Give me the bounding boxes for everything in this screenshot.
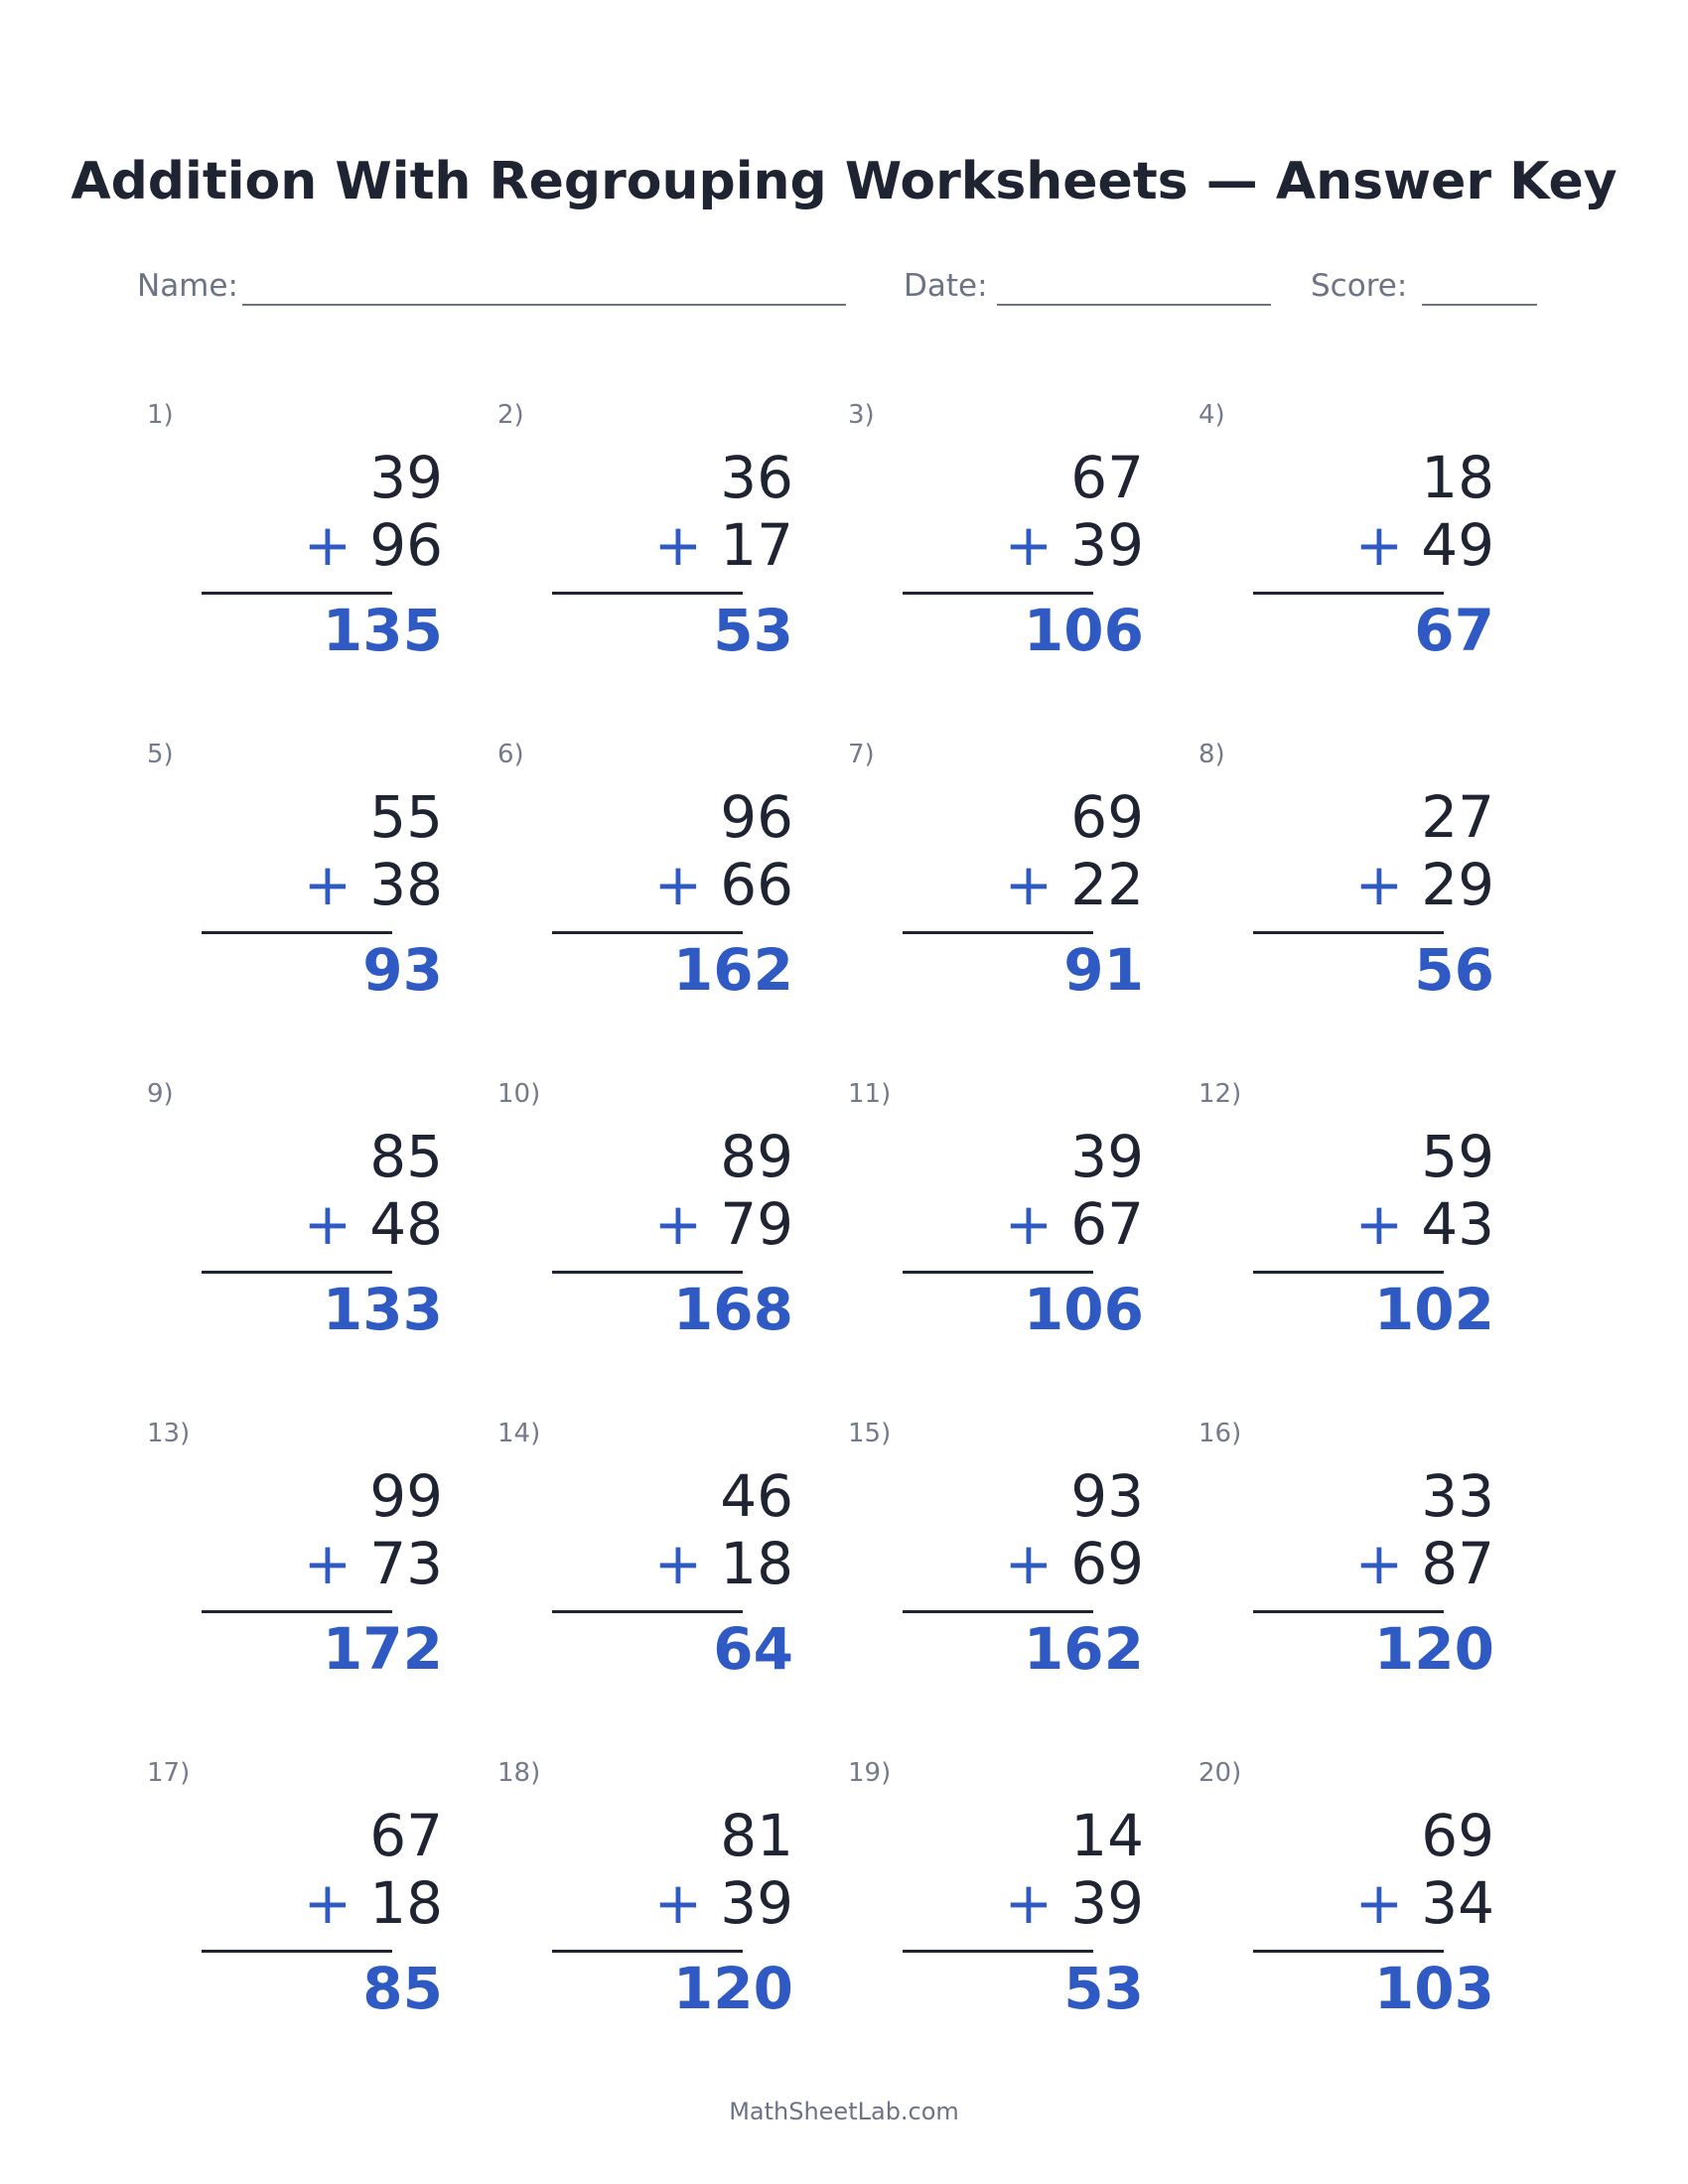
plus-sign: + (1354, 1869, 1404, 1937)
date-line (997, 304, 1271, 306)
bottom-row (654, 850, 793, 919)
bottom-addend: 96 (369, 511, 443, 579)
plus-sign: + (1004, 511, 1054, 579)
problem-4 (1191, 399, 1538, 697)
problem-3 (840, 399, 1188, 697)
top-addend: 67 (369, 1802, 443, 1869)
bottom-addend: 48 (369, 1190, 443, 1258)
answer: 120 (1373, 1615, 1494, 1683)
problem-number: 19) (848, 1758, 892, 1788)
bottom-addend: 39 (1070, 511, 1144, 579)
problem-16 (1191, 1418, 1538, 1715)
top-addend: 27 (1421, 783, 1494, 851)
bottom-row (304, 1529, 443, 1598)
bottom-addend: 39 (1070, 1869, 1144, 1937)
bottom-addend: 18 (720, 1530, 793, 1597)
problem-2 (490, 399, 837, 697)
problem-1 (139, 399, 487, 697)
problem-number: 12) (1198, 1079, 1242, 1109)
plus-sign: + (303, 851, 352, 918)
top-addend: 69 (1421, 1802, 1494, 1869)
top-addend: 18 (1421, 444, 1494, 511)
problem-7 (840, 739, 1188, 1036)
bottom-row (1355, 510, 1494, 580)
top-addend: 33 (1421, 1462, 1494, 1530)
bottom-row (654, 1529, 793, 1598)
problem-10 (490, 1078, 837, 1376)
bottom-row (1005, 850, 1144, 919)
page-title: Addition With Regrouping Worksheets — Answer Key (70, 152, 1618, 211)
problem-number: 5) (147, 740, 174, 769)
bottom-addend: 38 (369, 851, 443, 918)
problem-number: 1) (147, 400, 174, 430)
top-addend: 93 (1070, 1462, 1144, 1530)
problem-6 (490, 739, 837, 1036)
problem-number: 18) (497, 1758, 541, 1788)
bottom-addend: 29 (1421, 851, 1494, 918)
plus-sign: + (1004, 1530, 1054, 1597)
answer: 64 (713, 1615, 793, 1683)
bottom-row (304, 1868, 443, 1938)
plus-sign: + (303, 511, 352, 579)
problem-number: 9) (147, 1079, 174, 1109)
plus-sign: + (1354, 1190, 1404, 1258)
problem-number: 13) (147, 1419, 191, 1448)
problem-18 (490, 1757, 837, 2055)
score-label: Score: (1311, 268, 1408, 304)
answer: 103 (1373, 1955, 1494, 2022)
bottom-addend: 17 (720, 511, 793, 579)
bottom-row (304, 850, 443, 919)
problem-8 (1191, 739, 1538, 1036)
problem-5 (139, 739, 487, 1036)
top-addend: 46 (720, 1462, 793, 1530)
plus-sign: + (1004, 851, 1054, 918)
bottom-addend: 34 (1421, 1869, 1494, 1937)
plus-sign: + (653, 1869, 703, 1937)
problem-number: 10) (497, 1079, 541, 1109)
top-addend: 69 (1070, 783, 1144, 851)
bottom-addend: 69 (1070, 1530, 1144, 1597)
bottom-row (1355, 1189, 1494, 1259)
bottom-row (1355, 850, 1494, 919)
answer: 162 (1023, 1615, 1144, 1683)
plus-sign: + (303, 1190, 352, 1258)
problem-11 (840, 1078, 1188, 1376)
answer: 67 (1414, 597, 1494, 664)
answer: 53 (713, 597, 793, 664)
bottom-addend: 22 (1070, 851, 1144, 918)
problem-17 (139, 1757, 487, 2055)
answer: 91 (1063, 936, 1144, 1004)
answer: 85 (362, 1955, 443, 2022)
problem-14 (490, 1418, 837, 1715)
bottom-addend: 87 (1421, 1530, 1494, 1597)
problem-9 (139, 1078, 487, 1376)
answer: 172 (322, 1615, 443, 1683)
plus-sign: + (653, 511, 703, 579)
bottom-row (654, 1189, 793, 1259)
answer: 120 (672, 1955, 793, 2022)
footer-site: MathSheetLab.com (729, 2098, 959, 2125)
bottom-row (1355, 1529, 1494, 1598)
answer: 56 (1414, 936, 1494, 1004)
bottom-row (1005, 1189, 1144, 1259)
bottom-addend: 67 (1070, 1190, 1144, 1258)
answer: 135 (322, 597, 443, 664)
top-addend: 85 (369, 1123, 443, 1190)
bottom-row (1005, 1868, 1144, 1938)
answer: 53 (1063, 1955, 1144, 2022)
top-addend: 39 (1070, 1123, 1144, 1190)
problem-number: 17) (147, 1758, 191, 1788)
top-addend: 81 (720, 1802, 793, 1869)
plus-sign: + (1354, 851, 1404, 918)
bottom-row (1005, 510, 1144, 580)
top-addend: 89 (720, 1123, 793, 1190)
problem-number: 8) (1198, 740, 1225, 769)
answer: 162 (672, 936, 793, 1004)
bottom-addend: 43 (1421, 1190, 1494, 1258)
bottom-addend: 39 (720, 1869, 793, 1937)
plus-sign: + (653, 1530, 703, 1597)
bottom-row (1005, 1529, 1144, 1598)
problem-number: 6) (497, 740, 524, 769)
problem-number: 16) (1198, 1419, 1242, 1448)
plus-sign: + (303, 1869, 352, 1937)
bottom-row (654, 1868, 793, 1938)
answer: 102 (1373, 1276, 1494, 1343)
name-label: Name: (137, 268, 238, 304)
bottom-addend: 18 (369, 1869, 443, 1937)
top-addend: 59 (1421, 1123, 1494, 1190)
top-addend: 14 (1070, 1802, 1144, 1869)
top-addend: 36 (720, 444, 793, 511)
plus-sign: + (653, 1190, 703, 1258)
top-addend: 67 (1070, 444, 1144, 511)
problem-number: 3) (848, 400, 875, 430)
bottom-row (304, 510, 443, 580)
bottom-addend: 73 (369, 1530, 443, 1597)
top-addend: 99 (369, 1462, 443, 1530)
problem-number: 4) (1198, 400, 1225, 430)
top-addend: 39 (369, 444, 443, 511)
plus-sign: + (303, 1530, 352, 1597)
bottom-addend: 49 (1421, 511, 1494, 579)
bottom-addend: 79 (720, 1190, 793, 1258)
bottom-row (1355, 1868, 1494, 1938)
bottom-addend: 66 (720, 851, 793, 918)
answer: 106 (1023, 1276, 1144, 1343)
problem-12 (1191, 1078, 1538, 1376)
top-addend: 96 (720, 783, 793, 851)
answer: 133 (322, 1276, 443, 1343)
problem-number: 14) (497, 1419, 541, 1448)
plus-sign: + (1354, 1530, 1404, 1597)
top-addend: 55 (369, 783, 443, 851)
problem-15 (840, 1418, 1188, 1715)
problem-13 (139, 1418, 487, 1715)
problem-number: 11) (848, 1079, 892, 1109)
score-line (1422, 304, 1537, 306)
problem-19 (840, 1757, 1188, 2055)
plus-sign: + (1354, 511, 1404, 579)
problem-number: 7) (848, 740, 875, 769)
date-label: Date: (904, 268, 988, 304)
bottom-row (654, 510, 793, 580)
answer: 168 (672, 1276, 793, 1343)
plus-sign: + (653, 851, 703, 918)
problem-20 (1191, 1757, 1538, 2055)
problem-number: 2) (497, 400, 524, 430)
problem-number: 15) (848, 1419, 892, 1448)
answer: 106 (1023, 597, 1144, 664)
bottom-row (304, 1189, 443, 1259)
problem-number: 20) (1198, 1758, 1242, 1788)
plus-sign: + (1004, 1869, 1054, 1937)
student-info-fields (0, 264, 1688, 308)
plus-sign: + (1004, 1190, 1054, 1258)
answer: 93 (362, 936, 443, 1004)
name-line (242, 304, 846, 306)
